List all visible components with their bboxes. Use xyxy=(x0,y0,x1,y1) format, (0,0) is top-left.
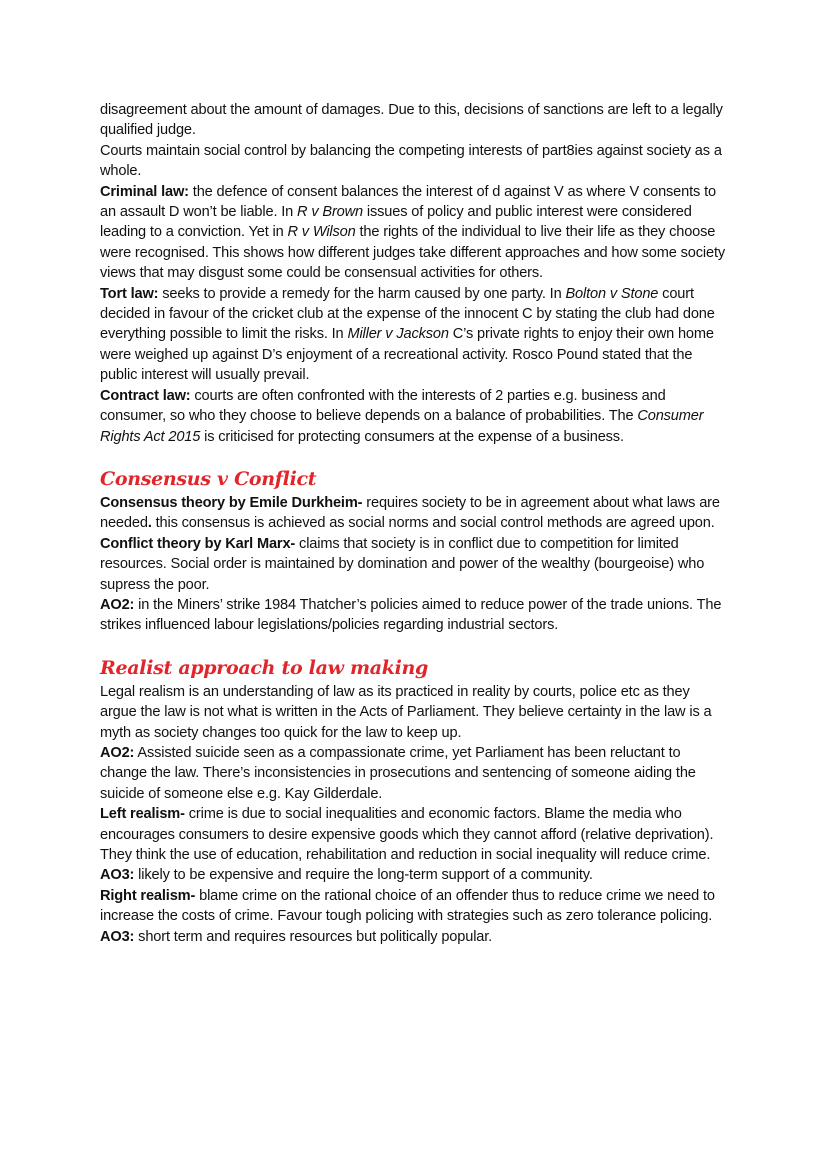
criminal-law-label: Criminal law: xyxy=(100,183,189,200)
paragraph-consensus-theory xyxy=(100,493,730,534)
tort-law-label: Tort law: xyxy=(100,285,159,302)
paragraph-conflict-theory xyxy=(100,534,730,595)
text-run: court decided in favour of the cricket club at the expense of the innocent C by stating the club had done everything possible to limit the risks. In xyxy=(100,285,715,343)
ao2-label: AO2: xyxy=(100,744,135,761)
paragraph-criminal-law xyxy=(100,182,730,284)
text-run: likely to be expensive and require the long-term support of a community. xyxy=(134,867,593,884)
ao3-label: AO3: xyxy=(100,867,135,884)
ao2-label: AO2: xyxy=(100,596,135,613)
paragraph-damages xyxy=(100,100,730,141)
text-run: is criticised for protecting consumers at the expense of a business. xyxy=(200,428,624,445)
conflict-theory-label: Conflict theory by Karl Marx- xyxy=(100,535,296,552)
right-realism-label: Right realism- xyxy=(100,887,196,904)
case-name-r-v-brown: R v Brown xyxy=(297,204,364,221)
text-run: the rights of the individual to live their life as they choose were recognised. This shows how different judges take different approaches and how some society views that may disgust some could be consensual activities for others. xyxy=(100,224,726,282)
text-run: disagreement about the amount of damages. Due to this, decisions of sanctions are left to a legally qualified judge. xyxy=(100,102,723,139)
text-run: . xyxy=(147,515,152,532)
paragraph-ao2-assisted-suicide xyxy=(100,743,730,804)
case-name-bolton-v-stone: Bolton v Stone xyxy=(565,285,659,302)
section-consensus-v-conflict xyxy=(100,467,730,636)
text-run: C’s private rights to enjoy their own home were weighed up against D’s enjoyment of a recreational activity. Rosco Pound stated that the public interest will usually prevail. xyxy=(100,326,714,384)
text-run: this consensus is achieved as social norms and social control methods are agreed upon. xyxy=(151,515,715,532)
left-realism-label: Left realism- xyxy=(100,806,185,823)
paragraph-ao2-miners-strike xyxy=(100,595,730,636)
text-run: courts are often confronted with the interests of 2 parties e.g. business and consumer, so who they choose to believe depends on a balance of probabilities. The xyxy=(100,387,666,425)
text-run: issues of policy and public interest were considered leading to a conviction. Yet in xyxy=(100,204,692,241)
text-run: claims that society is in conflict due to competition for limited resources. Social order is maintained by domination and power of the wealthy (bourgeoise) who supress the poor. xyxy=(100,535,705,593)
section-realist-approach xyxy=(100,656,730,947)
paragraph-contract-law xyxy=(100,386,730,447)
consensus-theory-label: Consensus theory by Emile Durkheim- xyxy=(100,494,363,511)
paragraph-legal-realism xyxy=(100,682,730,743)
paragraph-left-realism xyxy=(100,804,730,865)
document-page xyxy=(100,100,730,947)
text-run: in the Miners’ strike 1984 Thatcher’s policies aimed to reduce power of the trade unions. The strikes influenced labour legislations/policies regarding industrial sectors. xyxy=(100,596,722,634)
paragraph-ao3-left-realism xyxy=(100,865,730,885)
text-run: the defence of consent balances the interest of d against V as where V consents to an assault D won’t be liable. In xyxy=(100,183,716,221)
section-intro xyxy=(100,100,730,447)
text-run: Courts maintain social control by balancing the competing interests of part8ies against society as a whole. xyxy=(100,142,722,180)
statute-consumer-rights-act: Consumer Rights Act 2015 xyxy=(100,408,704,445)
text-run: blame crime on the rational choice of an offender thus to reduce crime we need to increase the costs of crime. Favour tough policing with strategies such as zero tolerance policing. xyxy=(100,887,715,925)
text-run: crime is due to social inequalities and economic factors. Blame the media who encourages consumers to desire expensive goods which they cannot afford (relative deprivation). They think the use of education, rehabilitation and reduction in social inequality will reduce crime. xyxy=(100,806,714,863)
paragraph-tort-law xyxy=(100,284,730,386)
text-run: requires society to be in agreement about what laws are needed xyxy=(100,494,720,532)
case-name-miller-v-jackson: Miller v Jackson xyxy=(347,326,449,343)
text-run: Legal realism is an understanding of law as its practiced in reality by courts, police etc as they argue the law is not what is written in the Acts of Parliament. They believe certainty in the law is a myth as society changes too quick for the law to keep up. xyxy=(100,683,712,741)
heading-realist-approach: Realist approach to law making xyxy=(100,656,429,679)
text-run: Assisted suicide seen as a compassionate crime, yet Parliament has been reluctant to change the law. There’s inconsistencies in prosecutions and sentencing of someone aiding the suicide of someone else e.g. Kay Gilderdale. xyxy=(100,744,696,802)
paragraph-ao3-right-realism xyxy=(100,927,730,947)
text-run: seeks to provide a remedy for the harm caused by one party. In xyxy=(158,285,566,302)
text-run: short term and requires resources but politically popular. xyxy=(134,928,493,945)
case-name-r-v-wilson: R v Wilson xyxy=(287,224,356,241)
paragraph-right-realism xyxy=(100,886,730,927)
contract-law-label: Contract law: xyxy=(100,387,191,404)
heading-consensus-v-conflict: Consensus v Conflict xyxy=(100,467,317,490)
paragraph-courts-social-control xyxy=(100,141,730,182)
ao3-label: AO3: xyxy=(100,928,135,945)
